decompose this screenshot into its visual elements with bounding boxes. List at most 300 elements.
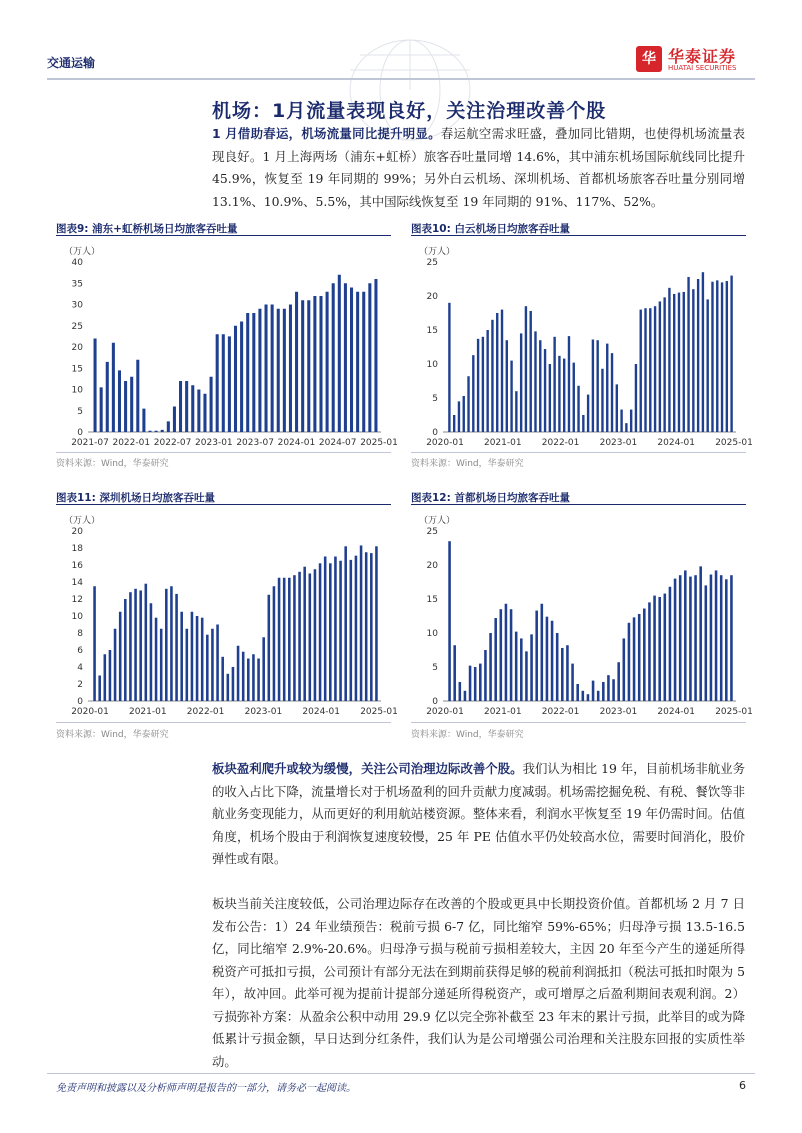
bar bbox=[130, 377, 133, 432]
chart-9-source: 资料来源：Wind，华泰研究 bbox=[56, 459, 169, 469]
bar bbox=[630, 410, 632, 432]
bar bbox=[360, 545, 363, 701]
bar bbox=[611, 353, 613, 432]
y-tick-label: 6 bbox=[77, 646, 83, 656]
bar bbox=[463, 396, 465, 432]
x-tick-label: 2021-01 bbox=[483, 707, 522, 717]
x-tick-label: 2023-01 bbox=[244, 707, 283, 717]
bar bbox=[530, 634, 533, 701]
y-tick-label: 8 bbox=[77, 629, 83, 639]
bar bbox=[114, 629, 117, 701]
paragraph-2-body: 我们认为相比 19 年，目前机场非航业务的收入占比下降，流量增长对于机场盈利的回升贡献力度减弱。机场需挖掘免税、有税、餐饮等非航业务变现能力，从而更好的利用航站楼资源。整体来看，利润水平恢复至 19 年仍需时间。估值角度，机场个股由于利润恢复速度较慢，25 年 PE 估值水平仍处较高水位，需要时间消化，股价弹性或有限。 bbox=[212, 761, 745, 866]
chart-10-name: 白云机场日均旅客吞吐量 bbox=[454, 223, 570, 235]
bar bbox=[112, 343, 115, 432]
x-tick-label: 2023-01 bbox=[599, 438, 638, 448]
bar bbox=[344, 283, 347, 432]
bar bbox=[136, 360, 139, 432]
bar bbox=[541, 604, 544, 701]
bar bbox=[298, 572, 301, 701]
bar bbox=[644, 308, 646, 432]
bar bbox=[628, 623, 631, 701]
chart-12-rule bbox=[411, 504, 746, 505]
bar bbox=[185, 381, 188, 432]
chart-10-source: 资料来源：Wind，华泰研究 bbox=[411, 459, 524, 469]
bar bbox=[474, 667, 477, 701]
bar bbox=[649, 308, 651, 432]
bar bbox=[702, 272, 704, 432]
x-tick-label: 2023-01 bbox=[599, 707, 638, 717]
x-tick-label: 2025-01 bbox=[715, 438, 753, 448]
bar bbox=[173, 407, 176, 433]
chart-9-name: 浦东+虹桥机场日均旅客吞吐量 bbox=[92, 223, 238, 235]
bar bbox=[705, 585, 708, 701]
bar bbox=[301, 300, 304, 432]
bar bbox=[706, 299, 708, 432]
bar bbox=[716, 280, 718, 432]
bar bbox=[577, 386, 579, 432]
bar bbox=[601, 369, 603, 432]
x-tick-label: 2024-01 bbox=[302, 707, 341, 717]
y-tick-label: 25 bbox=[71, 321, 83, 332]
y-tick-label: 16 bbox=[71, 561, 83, 571]
y-tick-label: 20 bbox=[426, 561, 438, 571]
bar bbox=[482, 337, 484, 432]
bar bbox=[596, 340, 598, 432]
bar bbox=[134, 589, 137, 701]
chart-10-bottom-rule bbox=[411, 452, 746, 453]
bar bbox=[453, 645, 456, 701]
y-tick-label: 35 bbox=[71, 279, 83, 290]
bar bbox=[94, 339, 97, 433]
paragraph-2-lead: 板块盈利爬升或较为缓慢，关注公司治理边际改善个股。 bbox=[212, 761, 523, 776]
bar bbox=[283, 578, 286, 701]
bar bbox=[179, 381, 182, 432]
footer-divider bbox=[47, 1073, 755, 1074]
footer-disclaimer: 免责声明和披露以及分析师声明是报告的一部分，请务必一起阅读。 bbox=[56, 1083, 356, 1094]
bar bbox=[155, 431, 158, 432]
bar bbox=[668, 288, 670, 432]
bar bbox=[587, 395, 589, 432]
bar bbox=[222, 334, 225, 432]
bar bbox=[699, 566, 702, 701]
bar bbox=[658, 597, 661, 701]
chart-12-name: 首都机场日均旅客吞吐量 bbox=[454, 492, 570, 504]
y-tick-label: 15 bbox=[426, 595, 438, 605]
bar bbox=[500, 609, 503, 701]
bar bbox=[288, 578, 291, 701]
bar bbox=[186, 629, 189, 701]
y-tick-label: 10 bbox=[71, 612, 83, 622]
y-axis-unit-label: （万人） bbox=[419, 516, 456, 526]
bar bbox=[510, 609, 513, 701]
bar bbox=[314, 569, 317, 701]
bar bbox=[203, 394, 206, 432]
bar bbox=[684, 570, 687, 701]
bar bbox=[659, 301, 661, 432]
chart-9-rule bbox=[56, 235, 391, 236]
brand-mark-icon: 华 bbox=[636, 46, 662, 72]
bar bbox=[206, 635, 209, 701]
bar bbox=[635, 364, 637, 432]
y-tick-label: 20 bbox=[426, 292, 438, 302]
y-tick-label: 0 bbox=[432, 697, 438, 707]
chart-10-svg bbox=[411, 240, 753, 450]
chart-11-rule bbox=[56, 504, 391, 505]
brand-name-cn: 华泰证券 bbox=[668, 47, 737, 66]
bar bbox=[606, 344, 608, 432]
bar bbox=[150, 603, 153, 701]
bar bbox=[592, 681, 595, 701]
x-tick-label: 2022-01 bbox=[186, 707, 225, 717]
bar bbox=[232, 667, 235, 701]
bar bbox=[170, 586, 173, 701]
bar bbox=[694, 575, 697, 701]
bar bbox=[278, 578, 281, 701]
chart-12-source: 资料来源：Wind，华泰研究 bbox=[411, 730, 524, 740]
bar bbox=[201, 618, 204, 701]
bar bbox=[344, 546, 347, 701]
bar bbox=[216, 334, 219, 432]
bar bbox=[283, 309, 286, 432]
bar bbox=[210, 377, 213, 432]
bar bbox=[494, 618, 497, 701]
x-tick-label: 2020-01 bbox=[426, 707, 464, 717]
bar bbox=[124, 381, 127, 432]
bar bbox=[510, 361, 512, 432]
bar bbox=[339, 561, 342, 701]
bar bbox=[467, 376, 469, 432]
y-tick-label: 25 bbox=[426, 258, 438, 268]
chart-11-label: 图表11: bbox=[56, 492, 96, 504]
bar bbox=[592, 340, 594, 432]
y-tick-label: 10 bbox=[426, 360, 438, 370]
bar bbox=[582, 691, 585, 701]
bar bbox=[612, 679, 615, 701]
bar bbox=[633, 617, 636, 701]
x-tick-label: 2022-01 bbox=[541, 438, 580, 448]
bar bbox=[566, 645, 569, 701]
bar bbox=[669, 587, 672, 701]
y-tick-label: 0 bbox=[432, 428, 438, 438]
bar bbox=[271, 305, 274, 433]
bar bbox=[721, 282, 723, 432]
bar bbox=[221, 657, 224, 701]
bar bbox=[553, 337, 555, 432]
bar bbox=[167, 421, 170, 432]
bar bbox=[129, 592, 132, 701]
bar bbox=[563, 359, 565, 432]
bar bbox=[551, 621, 554, 701]
bar bbox=[106, 362, 109, 432]
y-tick-label: 40 bbox=[71, 258, 83, 268]
bar bbox=[640, 310, 642, 432]
y-axis-unit-label: （万人） bbox=[64, 516, 101, 526]
chart-12-title bbox=[411, 490, 570, 505]
chart-11-svg bbox=[56, 509, 398, 719]
bar bbox=[295, 292, 298, 432]
bar bbox=[464, 691, 467, 701]
bar bbox=[252, 654, 255, 701]
bar bbox=[211, 629, 214, 701]
bar bbox=[558, 356, 560, 432]
bar bbox=[119, 612, 122, 701]
x-tick-label: 2024-07 bbox=[318, 438, 357, 448]
x-tick-label: 2023-07 bbox=[236, 438, 274, 448]
bar bbox=[678, 293, 680, 432]
x-tick-label: 2023-01 bbox=[195, 438, 233, 448]
bar bbox=[472, 355, 474, 432]
paragraph-1-body: 春运航空需求旺盛，叠加同比错期，也使得机场流量表现良好。1 月上海两场（浦东+虹桥）旅客吞吐量同增 14.6%，其中浦东机场国际航线同比提升 45.9%，恢复至 19 年同期的 99%；另外白云机场、深圳机场、首都机场旅客吞吐量分别同增 13.1%、10.9%、5.5%，其中国际线恢复至 19 年同期的 91%、117%、52%。 bbox=[212, 126, 746, 209]
bar bbox=[674, 579, 677, 701]
bar bbox=[326, 292, 329, 432]
bar bbox=[710, 575, 713, 701]
bar bbox=[334, 557, 337, 702]
y-tick-label: 0 bbox=[77, 697, 83, 707]
paragraph-1-lead: 1 月借助春运，机场流量同比提升明显。 bbox=[212, 126, 441, 141]
chart-9-svg bbox=[56, 240, 398, 450]
bar bbox=[324, 557, 327, 702]
bar bbox=[715, 570, 718, 701]
x-tick-label: 2022-01 bbox=[541, 707, 580, 717]
bar bbox=[546, 617, 549, 701]
bar bbox=[165, 589, 168, 701]
bar bbox=[448, 303, 450, 432]
y-tick-label: 18 bbox=[71, 544, 83, 554]
bar bbox=[104, 654, 107, 701]
bar bbox=[520, 638, 523, 701]
chart-9-title bbox=[56, 221, 237, 236]
bar bbox=[375, 546, 378, 701]
brand-logo bbox=[636, 44, 756, 76]
bar bbox=[573, 363, 575, 432]
chart-12-svg bbox=[411, 509, 753, 719]
y-tick-label: 15 bbox=[426, 326, 438, 336]
bar bbox=[568, 336, 570, 432]
header-divider bbox=[47, 78, 755, 80]
bar bbox=[616, 384, 618, 432]
bar bbox=[607, 675, 610, 701]
chart-9-label: 图表9: bbox=[56, 223, 89, 235]
chart-11-title bbox=[56, 490, 215, 505]
bar bbox=[625, 423, 627, 432]
bar bbox=[374, 279, 377, 432]
y-axis-unit-label: （万人） bbox=[419, 247, 456, 257]
bar bbox=[124, 599, 127, 701]
bar bbox=[459, 682, 462, 701]
chart-12-bottom-rule bbox=[411, 722, 746, 723]
bar bbox=[571, 664, 574, 701]
bar bbox=[530, 311, 532, 432]
y-tick-label: 2 bbox=[77, 680, 83, 690]
bar bbox=[191, 385, 194, 432]
y-tick-label: 25 bbox=[426, 527, 438, 537]
bar bbox=[643, 609, 646, 701]
x-tick-label: 2021-07 bbox=[71, 438, 109, 448]
bar bbox=[252, 313, 255, 432]
bar bbox=[663, 297, 665, 432]
bar bbox=[289, 305, 292, 433]
bar bbox=[653, 596, 656, 701]
bar bbox=[145, 584, 148, 701]
bar bbox=[648, 602, 651, 701]
bar bbox=[227, 674, 230, 701]
page-number: 6 bbox=[739, 1079, 746, 1092]
bar bbox=[100, 387, 103, 432]
bar bbox=[597, 691, 600, 701]
bar bbox=[501, 310, 503, 432]
x-tick-label: 2025-01 bbox=[360, 438, 398, 448]
bar bbox=[683, 292, 685, 432]
bar bbox=[506, 340, 508, 432]
bar bbox=[237, 646, 240, 701]
bar bbox=[109, 650, 112, 701]
bar bbox=[307, 300, 310, 432]
chart-11-bottom-rule bbox=[56, 722, 391, 723]
bar bbox=[453, 415, 455, 432]
bar bbox=[525, 306, 527, 432]
y-tick-label: 10 bbox=[426, 629, 438, 639]
y-tick-label: 5 bbox=[77, 406, 83, 417]
chart-12-label: 图表12: bbox=[411, 492, 451, 504]
globe-watermark-icon bbox=[330, 30, 490, 90]
bar bbox=[228, 336, 231, 432]
bar bbox=[535, 611, 538, 701]
paragraph-1 bbox=[212, 123, 745, 213]
bar bbox=[515, 391, 517, 432]
bar bbox=[549, 364, 551, 432]
bar bbox=[720, 575, 723, 701]
bar bbox=[319, 296, 322, 432]
bar bbox=[180, 612, 183, 701]
bar bbox=[576, 684, 579, 701]
y-tick-label: 10 bbox=[71, 385, 83, 396]
bar bbox=[620, 410, 622, 432]
paragraph-2 bbox=[212, 758, 745, 871]
y-tick-label: 0 bbox=[77, 428, 83, 438]
bar bbox=[258, 309, 261, 432]
bar bbox=[491, 320, 493, 432]
bar bbox=[692, 289, 694, 432]
bar bbox=[370, 553, 373, 701]
y-tick-label: 5 bbox=[432, 663, 438, 673]
x-tick-label: 2022-01 bbox=[112, 438, 151, 448]
bar bbox=[355, 556, 358, 701]
bar bbox=[679, 575, 682, 701]
bar bbox=[93, 586, 96, 701]
bar bbox=[673, 294, 675, 432]
bar bbox=[638, 614, 641, 701]
bar bbox=[582, 415, 584, 432]
bar bbox=[175, 594, 178, 701]
bar bbox=[515, 632, 518, 701]
bar bbox=[448, 541, 451, 701]
bar bbox=[216, 625, 219, 702]
bar bbox=[664, 594, 667, 701]
x-tick-label: 2020-01 bbox=[71, 707, 109, 717]
bar bbox=[265, 305, 268, 433]
y-axis-unit-label: （万人） bbox=[64, 247, 101, 257]
bar bbox=[587, 694, 590, 701]
bar bbox=[338, 275, 341, 432]
bar bbox=[623, 638, 626, 701]
bar bbox=[350, 288, 353, 433]
bar bbox=[539, 340, 541, 432]
bar bbox=[725, 579, 728, 701]
x-tick-label: 2024-01 bbox=[277, 438, 316, 448]
chart-10-rule bbox=[411, 235, 746, 236]
bar bbox=[293, 575, 296, 701]
bar bbox=[139, 591, 142, 702]
bar bbox=[365, 552, 368, 701]
y-tick-label: 30 bbox=[71, 300, 83, 311]
bar bbox=[313, 296, 316, 432]
bar bbox=[602, 682, 605, 701]
bar bbox=[505, 604, 508, 701]
bar bbox=[148, 431, 151, 432]
bar bbox=[711, 282, 713, 432]
x-tick-label: 2025-01 bbox=[360, 707, 398, 717]
bar bbox=[362, 292, 365, 432]
x-tick-label: 2022-07 bbox=[153, 438, 192, 448]
bar bbox=[726, 281, 728, 432]
bar bbox=[277, 309, 280, 432]
bar bbox=[350, 560, 353, 701]
bar bbox=[730, 276, 732, 432]
x-tick-label: 2025-01 bbox=[715, 707, 753, 717]
y-tick-label: 15 bbox=[71, 364, 83, 375]
bar bbox=[697, 279, 699, 432]
bar bbox=[489, 633, 492, 701]
bar bbox=[242, 652, 245, 701]
y-tick-label: 20 bbox=[71, 527, 83, 537]
x-tick-label: 2024-01 bbox=[657, 438, 696, 448]
bar bbox=[98, 676, 101, 702]
bar bbox=[687, 277, 689, 432]
bar bbox=[246, 313, 249, 432]
x-tick-label: 2020-01 bbox=[426, 438, 464, 448]
paragraph-3: 板块当前关注度较低，公司治理边际存在改善的个股或更具中长期投资价值。首都机场 2 月 7 日发布公告：1）24 年业绩预告：税前亏损 6-7 亿，同比缩窄 59%-65%；归母净亏损 13.5-16.5 亿，同比缩窄 2.9%-20.6%。归母净亏损与税前亏损相差较大，主因 20 年至今产生的递延所得税资产可抵扣亏损，公司预计有部分无法在到期前获得足够的税前利润抵扣（税法可抵扣时限为 5 年），故冲回。此举可视为提前计提部分递延所得税资产，或可增厚之后盈利期间表观利润。2）亏损弥补方案：从盈余公积中动用 29.9 亿以完全弥补截至 23 年末的累计亏损，此举目的或为降低累计亏损金额，早日达到分红条件，我们认为是公司增强公司治理和关注股东回报的实质性举动。 bbox=[212, 896, 745, 1069]
bar bbox=[142, 409, 145, 432]
bar bbox=[544, 349, 546, 432]
bar bbox=[617, 662, 620, 701]
x-tick-label: 2021-01 bbox=[483, 438, 522, 448]
y-tick-label: 20 bbox=[71, 343, 83, 353]
chart-11-source: 资料来源：Wind，华泰研究 bbox=[56, 730, 169, 740]
bar bbox=[234, 326, 237, 432]
bar bbox=[525, 651, 528, 701]
bar bbox=[273, 586, 276, 701]
bar bbox=[319, 563, 322, 701]
y-tick-label: 14 bbox=[71, 578, 83, 588]
bar bbox=[368, 283, 371, 432]
x-tick-label: 2024-01 bbox=[657, 707, 696, 717]
bar bbox=[332, 283, 335, 432]
bar bbox=[196, 616, 199, 701]
bar bbox=[268, 595, 271, 701]
chart-10-title bbox=[411, 221, 570, 236]
y-tick-label: 4 bbox=[77, 663, 83, 673]
y-tick-label: 12 bbox=[71, 595, 83, 605]
bar bbox=[309, 574, 312, 702]
bar bbox=[197, 390, 200, 433]
bar bbox=[561, 648, 564, 701]
section-label: 交通运输 bbox=[47, 56, 96, 70]
bar bbox=[534, 331, 536, 432]
bar bbox=[730, 575, 733, 701]
bar bbox=[520, 333, 522, 432]
bar bbox=[118, 370, 121, 432]
bar bbox=[689, 577, 692, 701]
